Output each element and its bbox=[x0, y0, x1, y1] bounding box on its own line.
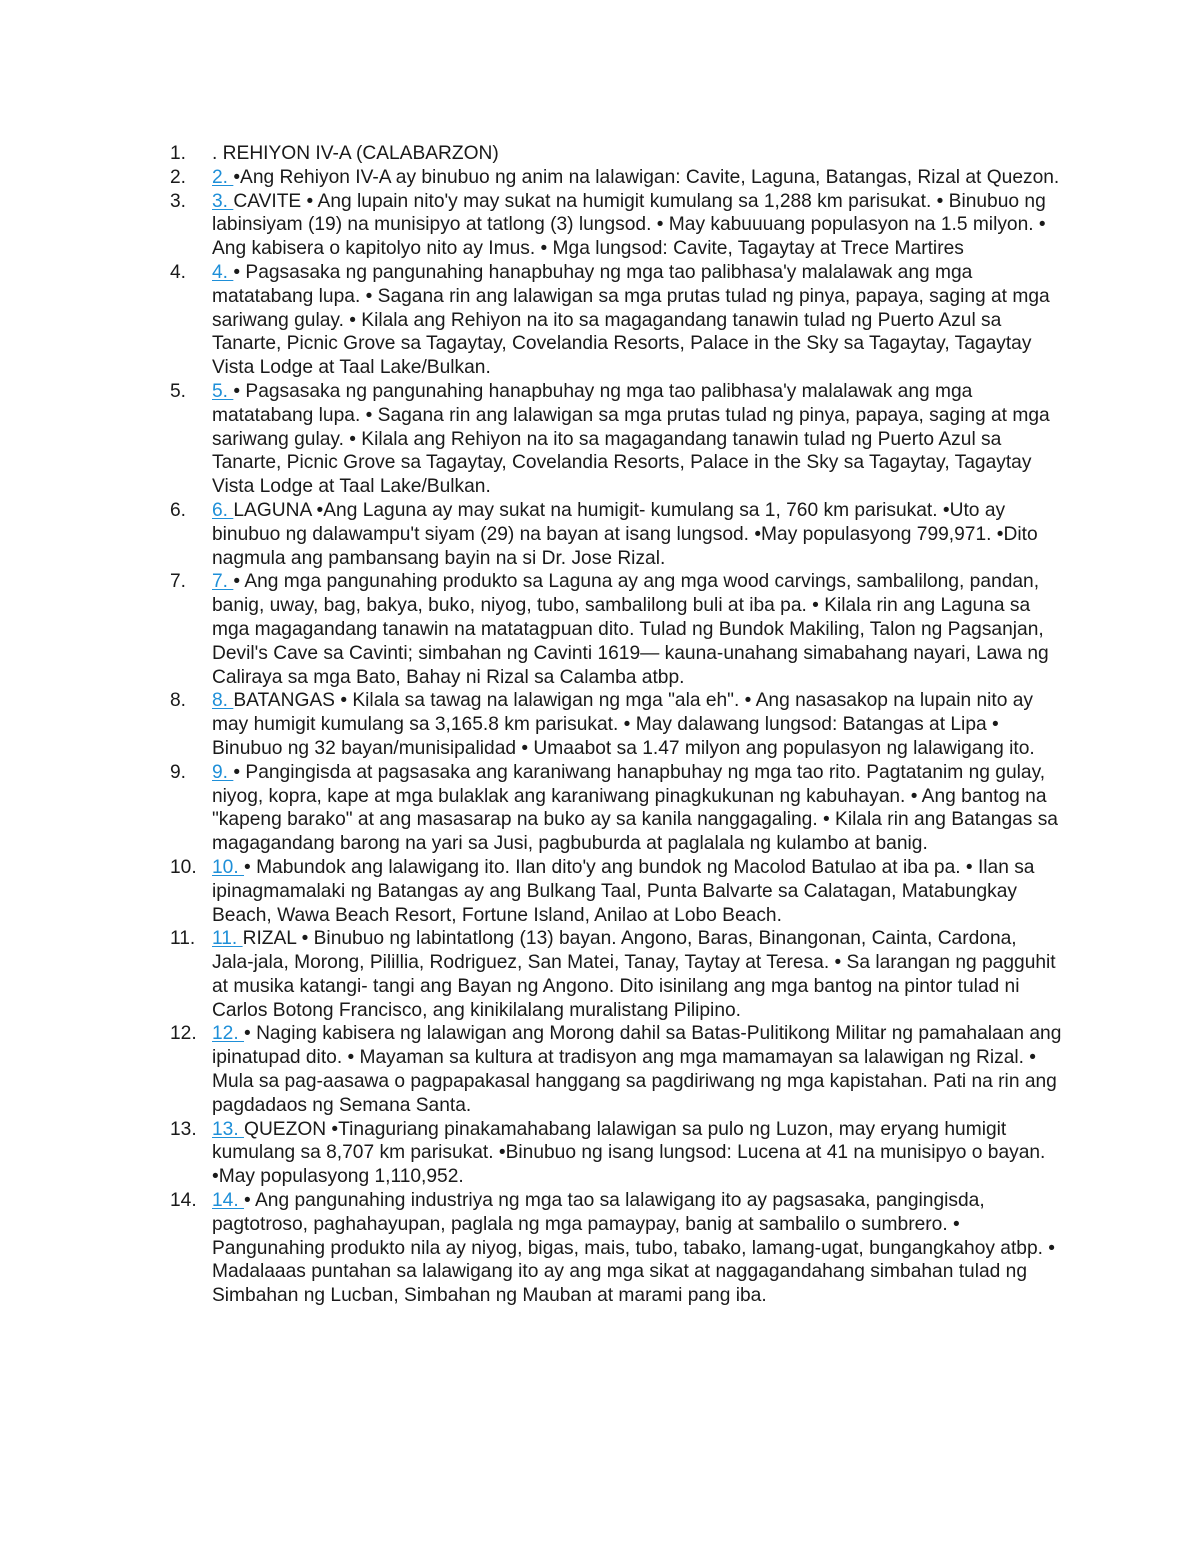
item-link[interactable]: 14. bbox=[212, 1190, 245, 1212]
list-item-4 bbox=[170, 261, 1062, 380]
item-link[interactable]: 13. bbox=[212, 1118, 245, 1140]
list-item-1 bbox=[170, 142, 1062, 166]
item-body: • Mabundok ang lalawigang ito. Ilan dito'y ang bundok ng Macolod Batulao at iba pa. • Ilan sa ipinagmamalaki ng Batangas ay ang Bulkang Taal, Punta Balvarte sa Calatagan, Matabungkay Beach, Wawa Beach Resort, Fortune Island, Anilao at Lobo Beach. bbox=[212, 856, 1035, 926]
list-item-7 bbox=[170, 570, 1062, 689]
list-item-5 bbox=[170, 380, 1062, 499]
item-text bbox=[212, 761, 1062, 856]
item-link[interactable]: 2. bbox=[212, 166, 234, 188]
list-item-14 bbox=[170, 1189, 1062, 1308]
item-number: 11. bbox=[170, 928, 196, 950]
item-text bbox=[212, 927, 1062, 1022]
item-text bbox=[212, 1118, 1062, 1189]
item-body: BATANGAS • Kilala sa tawag na lalawigan ng mga "ala eh". • Ang nasasakop na lupain nito ay may humigit kumulang sa 3,165.8 km parisukat. • May dalawang lungsod: Batangas at Lipa • Binubuo ng 32 bayan/munisipalidad • Umaabot sa 1.47 milyon ang populasyon ng lalawigang ito. bbox=[212, 690, 1035, 759]
item-number: 12. bbox=[170, 1023, 197, 1045]
item-text bbox=[212, 1189, 1062, 1308]
item-text bbox=[212, 1022, 1062, 1117]
item-number: 4. bbox=[170, 261, 187, 283]
item-number: 2. bbox=[170, 166, 187, 188]
item-link[interactable]: 9. bbox=[212, 761, 234, 783]
item-link[interactable]: 4. bbox=[212, 261, 234, 283]
numbered-list bbox=[170, 142, 1062, 1308]
item-link[interactable]: 3. bbox=[212, 190, 234, 212]
item-text bbox=[212, 142, 1062, 166]
item-number: 8. bbox=[170, 690, 187, 712]
item-body: • Naging kabisera ng lalawigan ang Morong dahil sa Batas-Pulitikong Militar ng pamahalaan ang ipinatupad dito. • Mayaman sa kultura at tradisyon ang mga mamamayan sa lalawigan ng Rizal. • Mula sa pag-aasawa o pagpapakasal hanggang sa pagdiriwang ng mga kapistahan. Pati na rin ang pagdadaos ng Semana Santa. bbox=[212, 1023, 1062, 1116]
item-body: RIZAL • Binubuo ng labintatlong (13) bayan. Angono, Baras, Binangonan, Cainta, Cardona, Jala-jala, Morong, Pilillia, Rodriguez, San Matei, Tanay, Taytay at Teresa. • Sa larangan ng pagguhit at musika katangi- tangi ang Bayan ng Angono. Dito isinilang ang mga bantog na pintor tulad ni Carlos Botong Francisco, ang kinikilalang muralistang Pilipino. bbox=[212, 928, 1056, 1021]
list-item-12 bbox=[170, 1022, 1062, 1117]
item-body: • Pangingisda at pagsasaka ang karaniwang hanapbuhay ng mga tao rito. Pagtatanim ng gulay, niyog, kopra, kape at mga bulaklak ang karaniwang pinagkukunan ng kabuhayan. • Ang bantog na "kapeng barako" at ang masasarap na buko ay sa kanila nanggagaling. • Kilala rin ang Batangas sa magagandang barong na yari sa Jusi, pagbuburda at paglalala ng kulambo at banig. bbox=[212, 761, 1058, 855]
item-text bbox=[212, 166, 1062, 190]
item-link[interactable]: 11. bbox=[212, 928, 243, 950]
list-item-8 bbox=[170, 689, 1062, 760]
item-link[interactable]: 5. bbox=[212, 380, 234, 402]
item-text bbox=[212, 190, 1062, 261]
item-link[interactable]: 8. bbox=[212, 690, 234, 712]
item-link[interactable]: 12. bbox=[212, 1023, 245, 1045]
item-number: 7. bbox=[170, 571, 187, 593]
item-number: 3. bbox=[170, 190, 187, 212]
list-item-2 bbox=[170, 166, 1062, 190]
item-number: 1. bbox=[170, 143, 187, 164]
item-text bbox=[212, 570, 1062, 689]
list-item-6 bbox=[170, 499, 1062, 570]
item-body: •Ang Rehiyon IV-A ay binubuo ng anim na lalawigan: Cavite, Laguna, Batangas, Rizal at Quezon. bbox=[233, 166, 1060, 188]
item-body: • Ang mga pangunahing produkto sa Laguna ay ang mga wood carvings, sambalilong, pandan, banig, uway, bag, bakya, buko, niyog, tubo, sambalilong buli at iba pa. • Kilala rin ang Laguna sa mga magagandang tanawin na matatagpuan dito. Tulad ng Bundok Makiling, Talon ng Pagsanjan, Devil's Cave sa Cavinti; simbahan ng Cavinti 1619— kauna-unahang simabahang nayari, Lawa ng Caliraya sa mga Bato, Bahay ni Rizal sa Calamba atbp. bbox=[212, 571, 1049, 688]
item-body: CAVITE • Ang lupain nito'y may sukat na humigit kumulang sa 1,288 km parisukat. • Binubuo ng labinsiyam (19) na munisipyo at tatlong (3) lungsod. • May kabuuuang populasyon na 1.5 milyon. • Ang kabisera o kapitolyo nito ay Imus. • Mga lungsod: Cavite, Tagaytay at Trece Martires bbox=[212, 190, 1046, 260]
item-link[interactable]: 7. bbox=[212, 571, 234, 593]
item-body: LAGUNA •Ang Laguna ay may sukat na humigit- kumulang sa 1, 760 km parisukat. •Uto ay binubuo ng dalawampu't siyam (29) na bayan at isang lungsod. •May populasyong 799,971. •Dito nagmula ang pambansang bayin na si Dr. Jose Rizal. bbox=[212, 499, 1038, 569]
list-item-3 bbox=[170, 190, 1062, 261]
item-body: QUEZON •Tinaguriang pinakamahabang lalawigan sa pulo ng Luzon, may eryang humigit kumulang sa 8,707 km parisukat. •Binubuo ng isang lungsod: Lucena at 41 na munisipyo o bayan. •May populasyong 1,110,952. bbox=[212, 1118, 1046, 1188]
item-link[interactable]: 10. bbox=[212, 856, 245, 878]
item-body: • Ang pangunahing industriya ng mga tao sa lalawigang ito ay pagsasaka, pangingisda, pagtotroso, paghahayupan, paglala ng mga pamaypay, banig at sambalilo o sumbrero. • Pangunahing produkto nila ay niyog, bigas, mais, tubo, tabako, lamang-ugat, bungangkahoy atbp. • Madalaaas puntahan sa lalawigang ito ay ang mga sikat at naggagandahang simbahan tulad ng Simbahan ng Lucban, Simbahan ng Mauban at marami pang iba. bbox=[212, 1190, 1056, 1307]
item-link[interactable]: 6. bbox=[212, 499, 234, 521]
list-item-11 bbox=[170, 927, 1062, 1022]
item-number: 13. bbox=[170, 1118, 197, 1140]
item-body: . REHIYON IV-A (CALABARZON) bbox=[212, 143, 499, 164]
item-number: 10. bbox=[170, 856, 197, 878]
item-text bbox=[212, 856, 1062, 927]
item-text bbox=[212, 380, 1062, 499]
item-text bbox=[212, 689, 1062, 760]
item-text bbox=[212, 261, 1062, 380]
item-number: 9. bbox=[170, 761, 187, 783]
item-number: 5. bbox=[170, 380, 187, 402]
list-item-13 bbox=[170, 1118, 1062, 1189]
item-text bbox=[212, 499, 1062, 570]
item-number: 14. bbox=[170, 1190, 197, 1212]
list-item-9 bbox=[170, 761, 1062, 856]
list-item-10 bbox=[170, 856, 1062, 927]
item-body: • Pagsasaka ng pangunahing hanapbuhay ng mga tao palibhasa'y malalawak ang mga matatabang lupa. • Sagana rin ang lalawigan sa mga prutas tulad ng pinya, papaya, saging at mga sariwang gulay. • Kilala ang Rehiyon na ito sa magagandang tanawin tulad ng Puerto Azul sa Tanarte, Picnic Grove sa Tagaytay, Covelandia Resorts, Palace in the Sky sa Tagaytay, Tagaytay Vista Lodge at Taal Lake/Bulkan. bbox=[212, 380, 1050, 498]
item-number: 6. bbox=[170, 499, 187, 521]
item-body: • Pagsasaka ng pangunahing hanapbuhay ng mga tao palibhasa'y malalawak ang mga matatabang lupa. • Sagana rin ang lalawigan sa mga prutas tulad ng pinya, papaya, saging at mga sariwang gulay. • Kilala ang Rehiyon na ito sa magagandang tanawin tulad ng Puerto Azul sa Tanarte, Picnic Grove sa Tagaytay, Covelandia Resorts, Palace in the Sky sa Tagaytay, Tagaytay Vista Lodge at Taal Lake/Bulkan. bbox=[212, 261, 1050, 379]
